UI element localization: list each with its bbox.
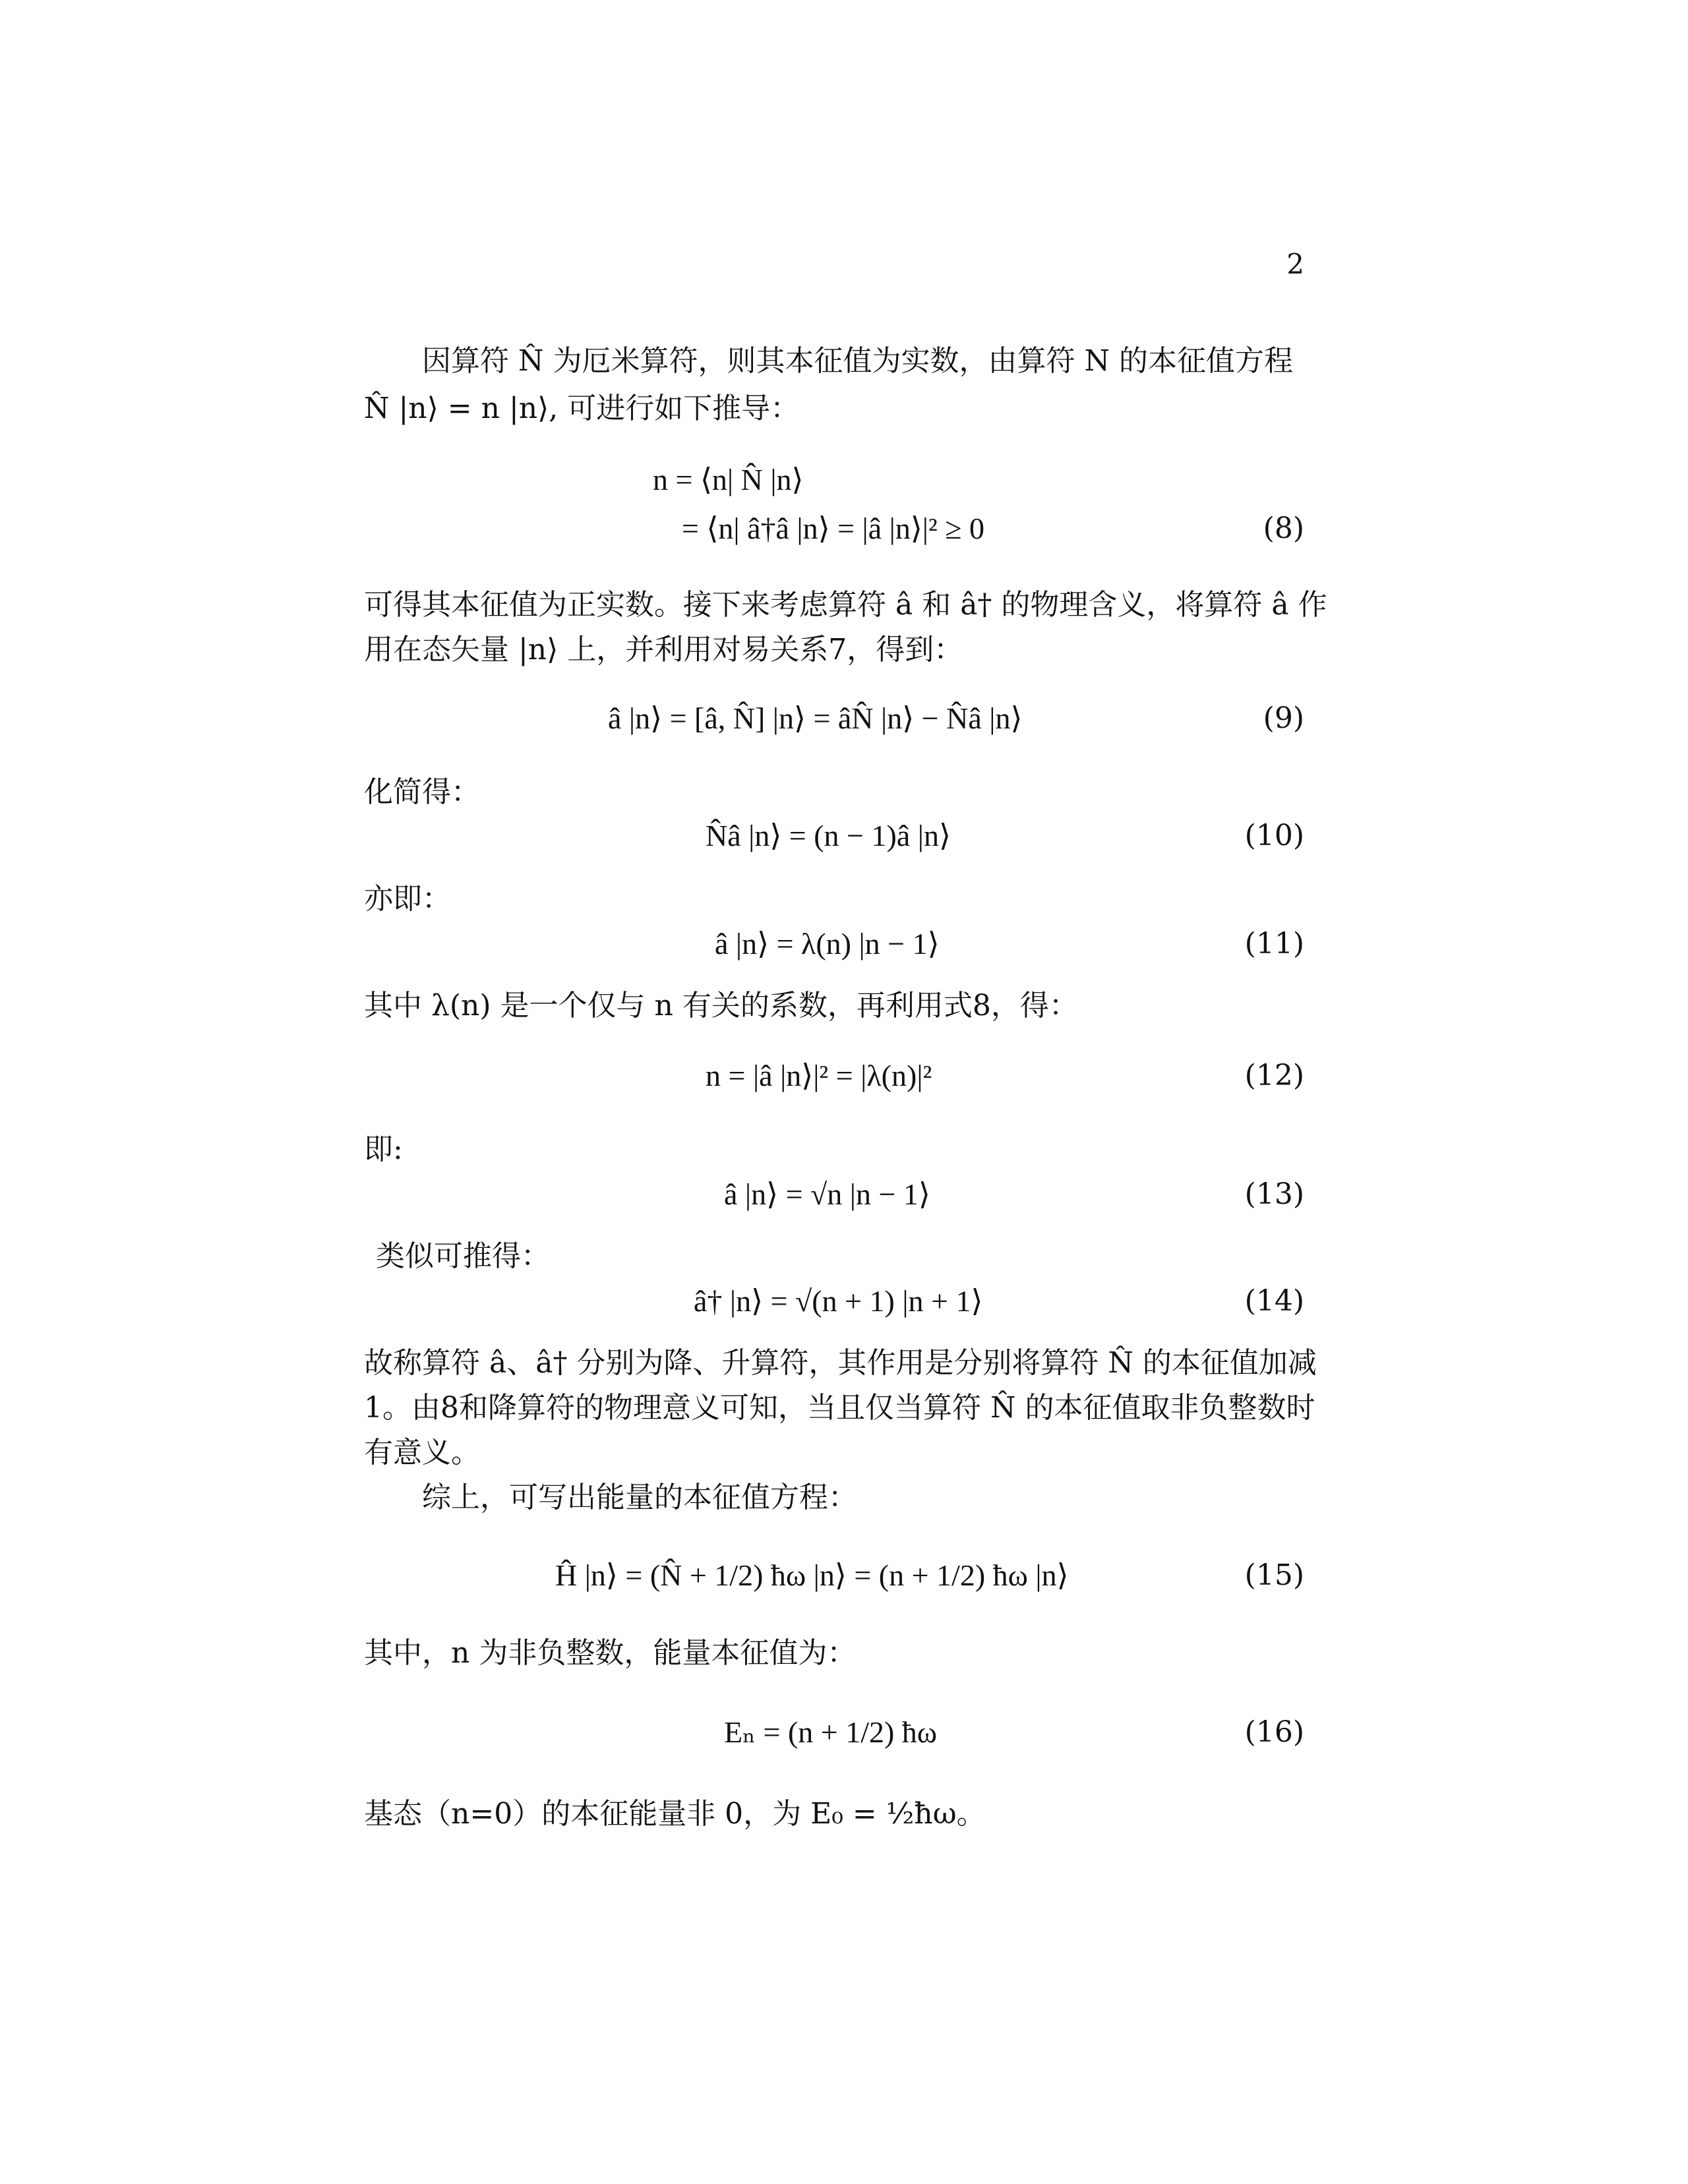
- equation-8-line-2: = ⟨n| â†â |n⟩ = |â |n⟩|² ≥ 0: [682, 512, 985, 545]
- paragraph-6: 即:: [364, 1133, 403, 1166]
- equation-8-line-1: n = ⟨n| N̂ |n⟩: [653, 463, 804, 496]
- equation-number-16: (16): [1244, 1715, 1304, 1749]
- paragraph-7: 类似可推得：: [376, 1239, 550, 1273]
- paragraph-2-line-2: 用在态矢量 |n⟩ 上，并利用对易关系7，得到：: [364, 633, 963, 666]
- equation-number-13: (13): [1244, 1177, 1304, 1211]
- equation-number-15: (15): [1244, 1558, 1304, 1592]
- equation-number-9: (9): [1263, 701, 1304, 735]
- equation-number-11: (11): [1244, 927, 1304, 960]
- paragraph-11: 基态（n=0）的本征能量非 0，为 E₀ = ½ħω。: [364, 1797, 986, 1831]
- page-number: 2: [1286, 248, 1304, 280]
- paragraph-1-line-2: N̂ |n⟩ = n |n⟩, 可进行如下推导：: [364, 392, 800, 425]
- equation-14: â† |n⟩ = √(n + 1) |n + 1⟩: [694, 1284, 983, 1318]
- equation-number-12: (12): [1244, 1059, 1304, 1092]
- paragraph-10: 其中，n 为非负整数，能量本征值为：: [364, 1636, 857, 1670]
- equation-11: â |n⟩ = λ(n) |n − 1⟩: [715, 927, 940, 960]
- equation-13: â |n⟩ = √n |n − 1⟩: [724, 1177, 930, 1211]
- paragraph-8-line-1: 故称算符 â、â† 分别为降、升算符，其作用是分别将算符 N̂ 的本征值加减: [364, 1346, 1317, 1380]
- paragraph-8-line-3: 有意义。: [364, 1436, 480, 1469]
- equation-number-8: (8): [1263, 512, 1304, 545]
- paragraph-5: 其中 λ(n) 是一个仅与 n 有关的系数，再利用式8，得：: [364, 989, 1078, 1022]
- equation-10: N̂â |n⟩ = (n − 1)â |n⟩: [706, 819, 951, 852]
- equation-number-14: (14): [1244, 1284, 1304, 1318]
- paragraph-3: 化简得：: [364, 775, 480, 809]
- paragraph-9: 综上，可写出能量的本征值方程：: [422, 1481, 857, 1514]
- equation-16: Eₙ = (n + 1/2) ħω: [724, 1715, 938, 1749]
- equation-12: n = |â |n⟩|² = |λ(n)|²: [706, 1059, 932, 1092]
- paragraph-4: 亦即：: [364, 882, 451, 916]
- equation-number-10: (10): [1244, 819, 1304, 852]
- equation-9: â |n⟩ = [â, N̂] |n⟩ = âN̂ |n⟩ − N̂â |n⟩: [608, 701, 1023, 735]
- paragraph-8-line-2: 1。由8和降算符的物理意义可知，当且仅当算符 N̂ 的本征值取非负整数时: [364, 1391, 1315, 1425]
- equation-15: Ĥ |n⟩ = (N̂ + 1/2) ħω |n⟩ = (n + 1/2) ħω |n⟩: [555, 1558, 1069, 1592]
- paragraph-2-line-1: 可得其本征值为正实数。接下来考虑算符 â 和 â† 的物理含义，将算符 â 作: [364, 588, 1327, 622]
- paragraph-1-line-1: 因算符 N̂ 为厄米算符，则其本征值为实数，由算符 N 的本征值方程: [422, 344, 1293, 378]
